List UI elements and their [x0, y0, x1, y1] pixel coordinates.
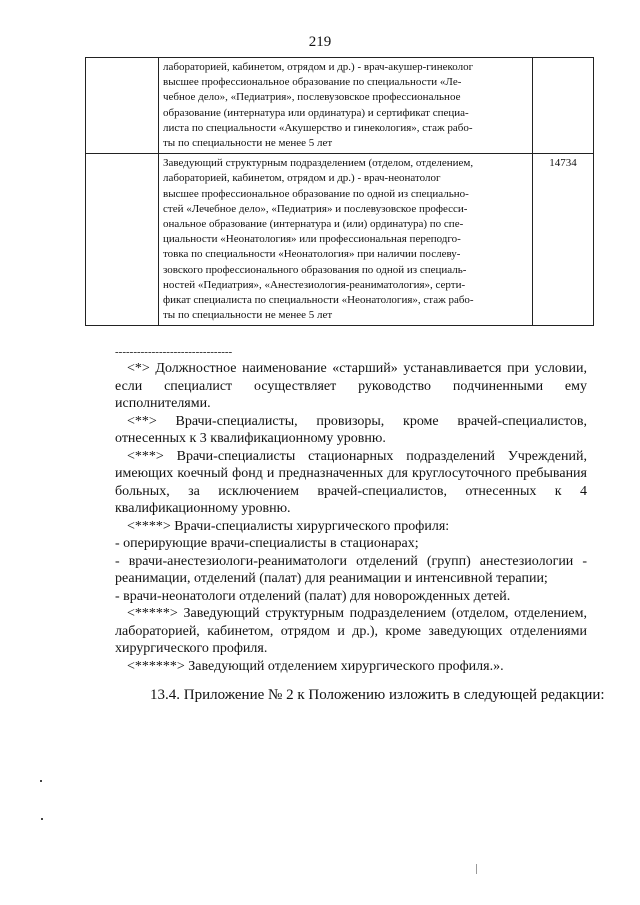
qualification-table: [85, 57, 594, 326]
footnote: <****> Врачи-специалисты хирургического профиля:: [127, 518, 450, 534]
footnote: <**> Врачи-специалисты, провизоры, кроме врачей-специалистов, отнесенных к 3 квалификационному уровню.: [115, 413, 587, 446]
footnote-list-item: - врачи-анестезиологи-реаниматологи отделений (групп) анестезиологии - реанимации, отделений (палат) для реанимации и интенсивной терапии;: [115, 553, 587, 586]
footnote-list-item: - врачи-неонатологи отделений (палат) для новорожденных детей.: [115, 588, 511, 604]
description-line: ты по специальности не менее 5 лет: [163, 137, 333, 150]
description-line: зовского профессионального образования по одной из специаль-: [163, 263, 467, 276]
footnote: <***> Врачи-специалисты стационарных подразделений Учреждений, имеющих коечный фонд и предназначенных для круглосуточного пребывания больных, за исключением врачей-специалистов, отнесенных к 4 квалификационному уровню.: [115, 448, 587, 516]
description-line: ты по специальности не менее 5 лет: [163, 309, 333, 322]
description-line: ональное образование (интернатура и (или) ординатура) по спе-: [163, 218, 464, 231]
table-row: [86, 58, 594, 154]
table-cell-description: [159, 154, 533, 326]
footnote: <*****> Заведующий структурным подразделением (отделом, отделением, лабораторией, кабинетом, отрядом и др.), кроме заведующих отделениями хирургического профиля.: [115, 606, 587, 656]
description-line: высшее профессиональное образование по специальности «Ле-: [163, 76, 462, 89]
footnote-separator: --------------------------------: [115, 346, 233, 358]
description-line: товка по специальности «Неонатология» при наличии послеву-: [163, 248, 461, 261]
page-number: 219: [308, 34, 332, 50]
description-line: листа по специальности «Акушерство и гинекология», стаж рабо-: [163, 121, 473, 134]
footnote: <*> Должностное наименование «старший» устанавливается при условии, если специалист осуществляет руководство подчиненными ему исполнителями.: [115, 361, 587, 411]
appendix-heading: 13.4. Приложение № 2 к Положению изложить в следующей редакции:: [150, 687, 605, 703]
description-line: Заведующий структурным подразделением (отделом, отделением,: [163, 157, 474, 170]
table-cell-empty: [86, 58, 159, 154]
description-line: высшее профессиональное образование по одной из специально-: [163, 187, 469, 200]
description-line: лабораторией, кабинетом, отрядом и др.) - врач-неонатолог: [163, 172, 441, 185]
scan-speck: [41, 818, 43, 820]
table-cell-salary: 14734: [533, 154, 594, 326]
description-line: ностей «Педиатрия», «Анестезиология-реаниматология», серти-: [163, 278, 466, 291]
footnote-list-item: - оперирующие врачи-специалисты в стационарах;: [115, 536, 419, 551]
footnote: <******> Заведующий отделением хирургического профиля.».: [127, 658, 504, 674]
description-line: лабораторией, кабинетом, отрядом и др.) - врач-акушер-гинеколог: [163, 61, 474, 73]
footnotes: [115, 360, 587, 675]
table-row: [86, 154, 594, 326]
table-cell-description: [159, 58, 533, 154]
description-line: образование (интернатура или ординатура) и сертификат специа-: [163, 106, 469, 119]
table-cell-empty: [86, 154, 159, 326]
description-line: чебное дело», «Педиатрия», послевузовское профессиональное: [163, 91, 461, 104]
description-line: циальности «Неонатология» или профессиональная переподго-: [163, 233, 461, 246]
scan-speck: [40, 780, 42, 782]
description-line: фикат специалиста по специальности «Неонатология», стаж рабо-: [163, 294, 474, 307]
scan-speck: [476, 864, 477, 874]
description-line: стей «Лечебное дело», «Педиатрия» и послевузовское професси-: [163, 202, 468, 215]
table-cell-salary: [533, 58, 594, 154]
